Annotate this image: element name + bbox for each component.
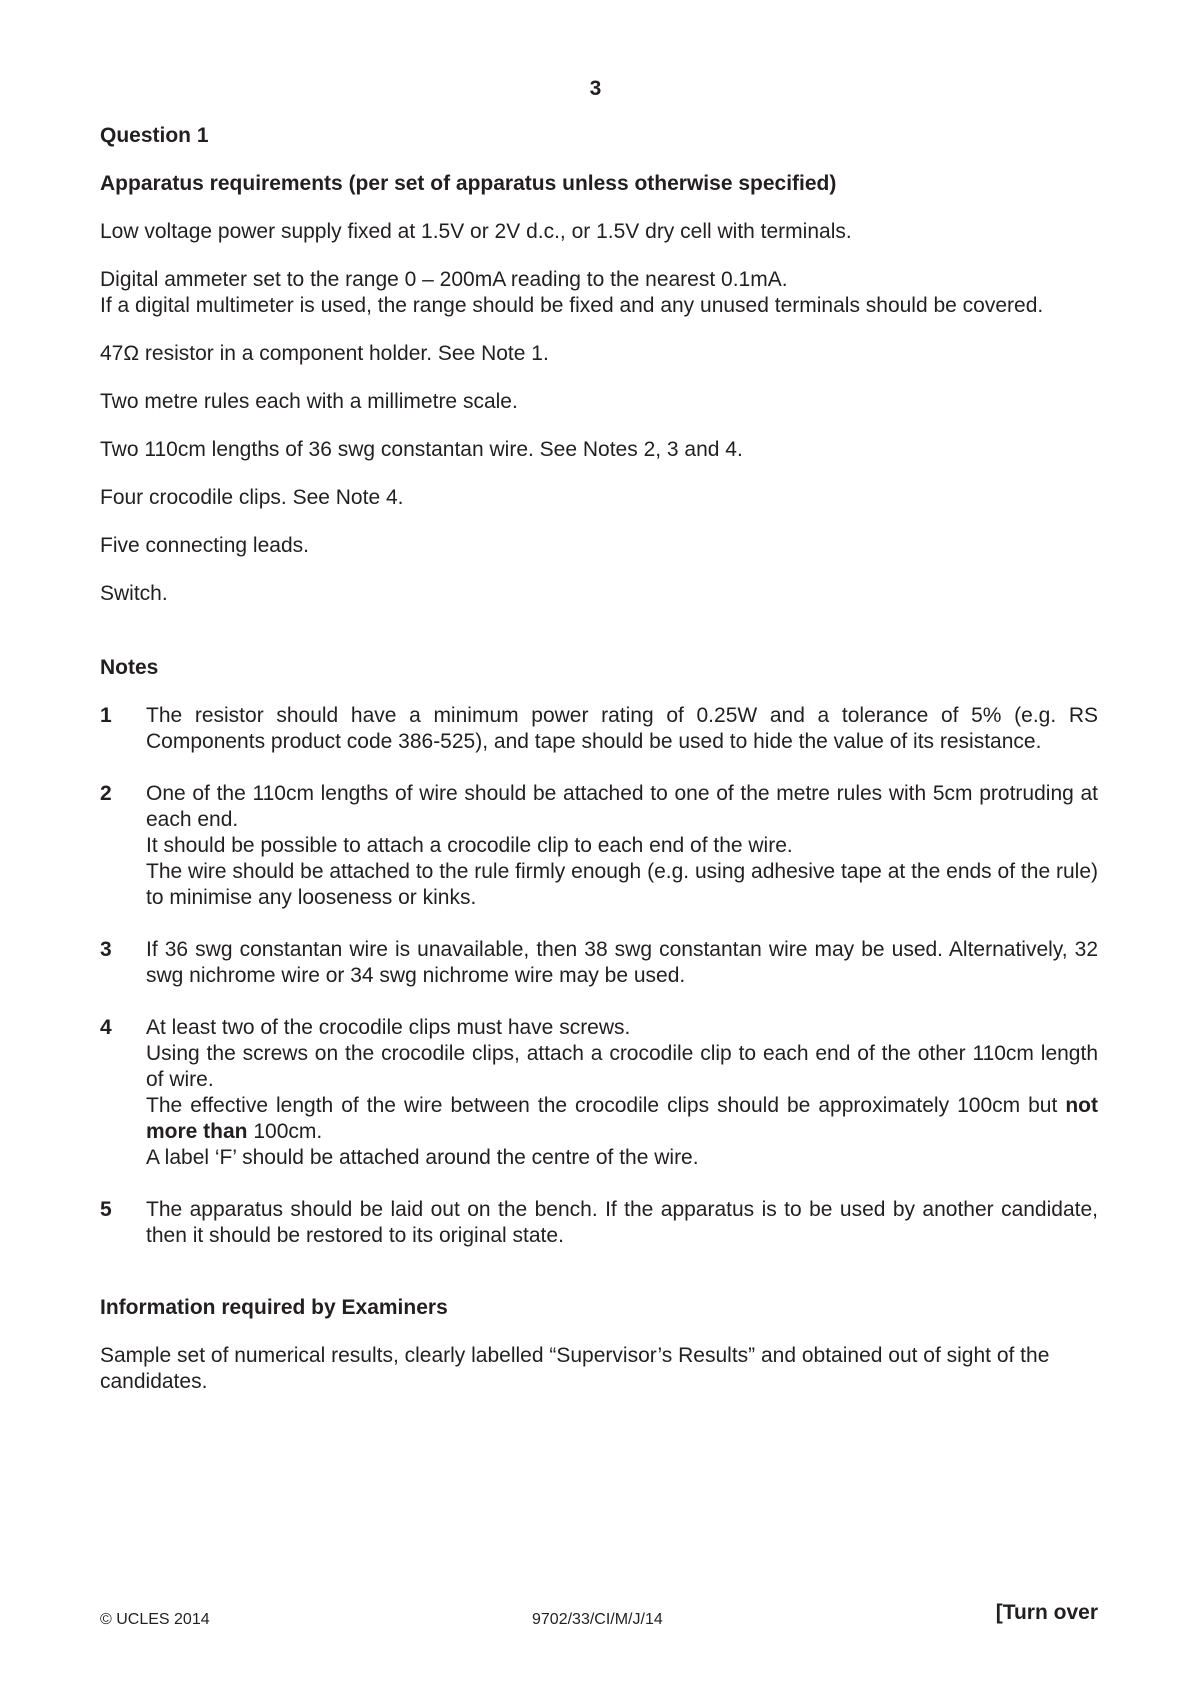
note-item <box>100 781 1098 911</box>
note-text: It should be possible to attach a crocodile clip to each end of the wire. <box>146 834 793 857</box>
footer-copyright: © UCLES 2014 <box>100 1611 210 1628</box>
note-number: 4 <box>100 1016 112 1039</box>
note-text: A label ‘F’ should be attached around the centre of the wire. <box>146 1146 699 1169</box>
note-text <box>146 1093 1098 1145</box>
notes-heading: Notes <box>100 656 159 679</box>
apparatus-item: Two metre rules each with a millimetre scale. <box>100 390 518 413</box>
apparatus-item: Switch. <box>100 582 168 605</box>
note-text-part: The effective length of the wire between the crocodile clips should be approximately 100cm but <box>146 1094 1058 1117</box>
apparatus-item: Four crocodile clips. See Note 4. <box>100 486 404 509</box>
note-item <box>100 937 1098 989</box>
note-item <box>100 703 1098 755</box>
note-text: If 36 swg constantan wire is unavailable, then 38 swg constantan wire may be used. Alternatively, 32 swg nichrome wire or 34 swg nichrome wire may be used. <box>146 938 1098 987</box>
note-text: Using the screws on the crocodile clips, attach a crocodile clip to each end of the other 110cm length of wire. <box>146 1042 1098 1091</box>
apparatus-item: Digital ammeter set to the range 0 – 200mA reading to the nearest 0.1mA. <box>100 268 788 291</box>
note-number: 3 <box>100 938 112 961</box>
apparatus-item: Two 110cm lengths of 36 swg constantan wire. See Notes 2, 3 and 4. <box>100 438 743 461</box>
note-text: The resistor should have a minimum power rating of 0.25W and a tolerance of 5% (e.g. RS Components product code 386-525), and tape should be used to hide the value of its resistance. <box>146 704 1098 753</box>
note-text: One of the 110cm lengths of wire should be attached to one of the metre rules with 5cm protruding at each end. <box>146 782 1098 831</box>
document-body <box>100 123 1098 1395</box>
footer-code: 9702/33/CI/M/J/14 <box>532 1611 663 1628</box>
note-text: At least two of the crocodile clips must have screws. <box>146 1016 631 1039</box>
note-number: 2 <box>100 782 112 805</box>
note-item <box>100 1197 1098 1249</box>
question-heading: Question 1 <box>100 124 209 147</box>
notes-list <box>100 703 1098 1249</box>
note-text-part: 100cm. <box>253 1120 323 1143</box>
page-number: 3 <box>589 77 602 100</box>
note-text: The apparatus should be laid out on the bench. If the apparatus is to be used by another candidate, then it should be restored to its original state. <box>146 1198 1098 1247</box>
apparatus-item: Low voltage power supply fixed at 1.5V or 2V d.c., or 1.5V dry cell with terminals. <box>100 220 852 243</box>
note-number: 5 <box>100 1198 112 1221</box>
turn-over-label: [Turn over <box>995 1601 1098 1624</box>
apparatus-item: If a digital multimeter is used, the range should be fixed and any unused terminals should be covered. <box>100 294 1044 317</box>
note-emphasis: not more than <box>146 1094 1098 1143</box>
note-number: 1 <box>100 704 112 727</box>
apparatus-item: 47Ω resistor in a component holder. See Note 1. <box>100 342 549 365</box>
note-text: The wire should be attached to the rule firmly enough (e.g. using adhesive tape at the ends of the rule) to minimise any looseness or kinks. <box>146 860 1098 909</box>
apparatus-item: Five connecting leads. <box>100 534 309 557</box>
examiners-heading: Information required by Examiners <box>100 1296 448 1319</box>
examiners-text: Sample set of numerical results, clearly labelled “Supervisor’s Results” and obtained out of sight of the candidates. <box>100 1344 1050 1393</box>
note-item <box>100 1015 1098 1171</box>
apparatus-heading: Apparatus requirements (per set of apparatus unless otherwise specified) <box>100 172 837 195</box>
